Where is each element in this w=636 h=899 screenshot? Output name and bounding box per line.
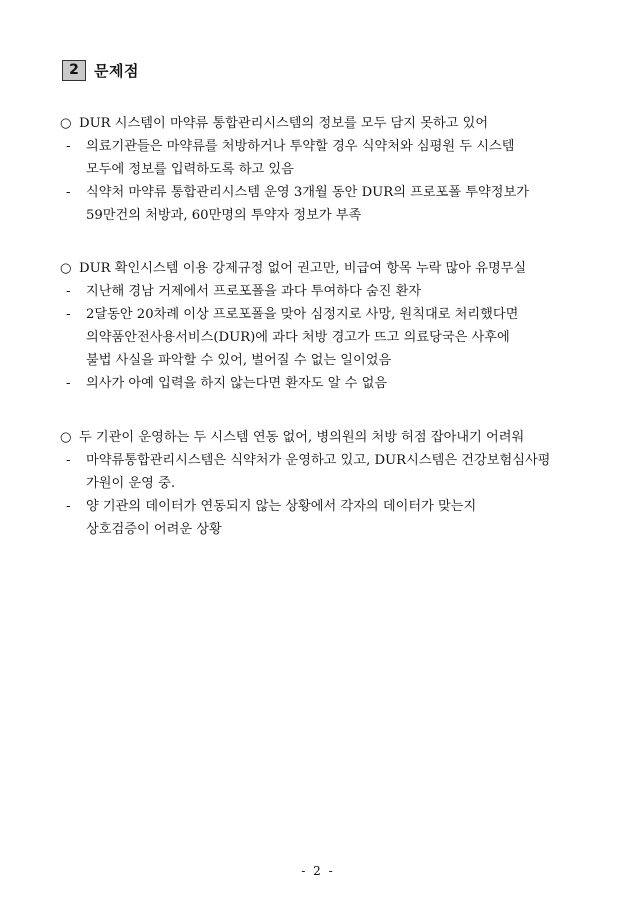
section-title: 문제점 [94, 62, 139, 80]
dash-bullet-icon: - [66, 376, 71, 391]
dash-bullet-icon: - [66, 307, 71, 322]
sub-item-line [60, 303, 580, 326]
sub-item-text: 양 기관의 데이터가 연동되지 않는 상황에서 각자의 데이터가 맞는지 [86, 499, 477, 514]
sub-item-line [60, 135, 580, 158]
dash-bullet-icon: - [66, 453, 71, 468]
sub-item-text: 의사가 아예 입력을 하지 않는다면 환자도 알 수 없음 [86, 376, 388, 391]
bullet-text: DUR 시스템이 마약류 통합관리시스템의 정보를 모두 담지 못하고 있어 [79, 116, 489, 131]
issue-block-1 [60, 112, 580, 227]
bullet-text: DUR 확인시스템 이용 강제규정 없어 권고만, 비급여 항목 누락 많아 유명무실 [79, 261, 527, 276]
sub-item-continuation: 불법 사실을 파악할 수 있어, 벌어질 수 없는 일이었음 [86, 353, 392, 368]
section-header [62, 60, 139, 81]
dash-bullet-icon: - [66, 185, 71, 200]
sub-item-text: 2달동안 20차례 이상 프로포폴을 맞아 심정지로 사망, 원칙대로 처리했다면 [86, 307, 519, 322]
sub-item-line [60, 495, 580, 518]
sub-item-line [60, 372, 580, 395]
circle-bullet-icon: ○ [60, 261, 72, 276]
circle-bullet-icon: ○ [60, 116, 72, 131]
sub-item-line [60, 449, 580, 472]
section-number-badge: 2 [62, 60, 86, 81]
page-number: - 2 - [301, 864, 335, 878]
dash-bullet-icon: - [66, 284, 71, 299]
bullet-text: 두 기관이 운영하는 두 시스템 연동 없어, 병의원의 처방 허점 잡아내기 어려워 [79, 430, 525, 445]
sub-item-continuation: 모두에 정보를 입력하도록 하고 있음 [86, 162, 294, 177]
sub-item-text: 의료기관들은 마약류를 처방하거나 투약할 경우 식약처와 심평원 두 시스템 [86, 139, 515, 154]
sub-item-line [60, 181, 580, 204]
bullet-line [60, 112, 580, 135]
circle-bullet-icon: ○ [60, 430, 72, 445]
sub-item-continuation: 59만건의 처방과, 60만명의 투약자 정보가 부족 [86, 208, 362, 223]
dash-bullet-icon: - [66, 139, 71, 154]
sub-item-text: 마약류통합관리시스템은 식약처가 운영하고 있고, DUR시스템은 건강보험심사평 [86, 453, 551, 468]
sub-item-continuation: 상호검증이 어려운 상황 [86, 522, 222, 537]
sub-item-text: 지난해 경남 거제에서 프로포폴을 과다 투여하다 숨진 환자 [86, 284, 422, 299]
sub-item-text: 식약처 마약류 통합관리시스템 운영 3개월 동안 DUR의 프로포폴 투약정보가 [86, 185, 529, 200]
dash-bullet-icon: - [66, 499, 71, 514]
bullet-line [60, 257, 580, 280]
sub-item-continuation: 가원이 운영 중. [86, 476, 176, 491]
issue-block-3 [60, 426, 580, 541]
issue-block-2 [60, 257, 580, 395]
sub-item-line [60, 280, 580, 303]
bullet-line [60, 426, 580, 449]
sub-item-continuation: 의약품안전사용서비스(DUR)에 과다 처방 경고가 뜨고 의료당국은 사후에 [86, 330, 510, 345]
